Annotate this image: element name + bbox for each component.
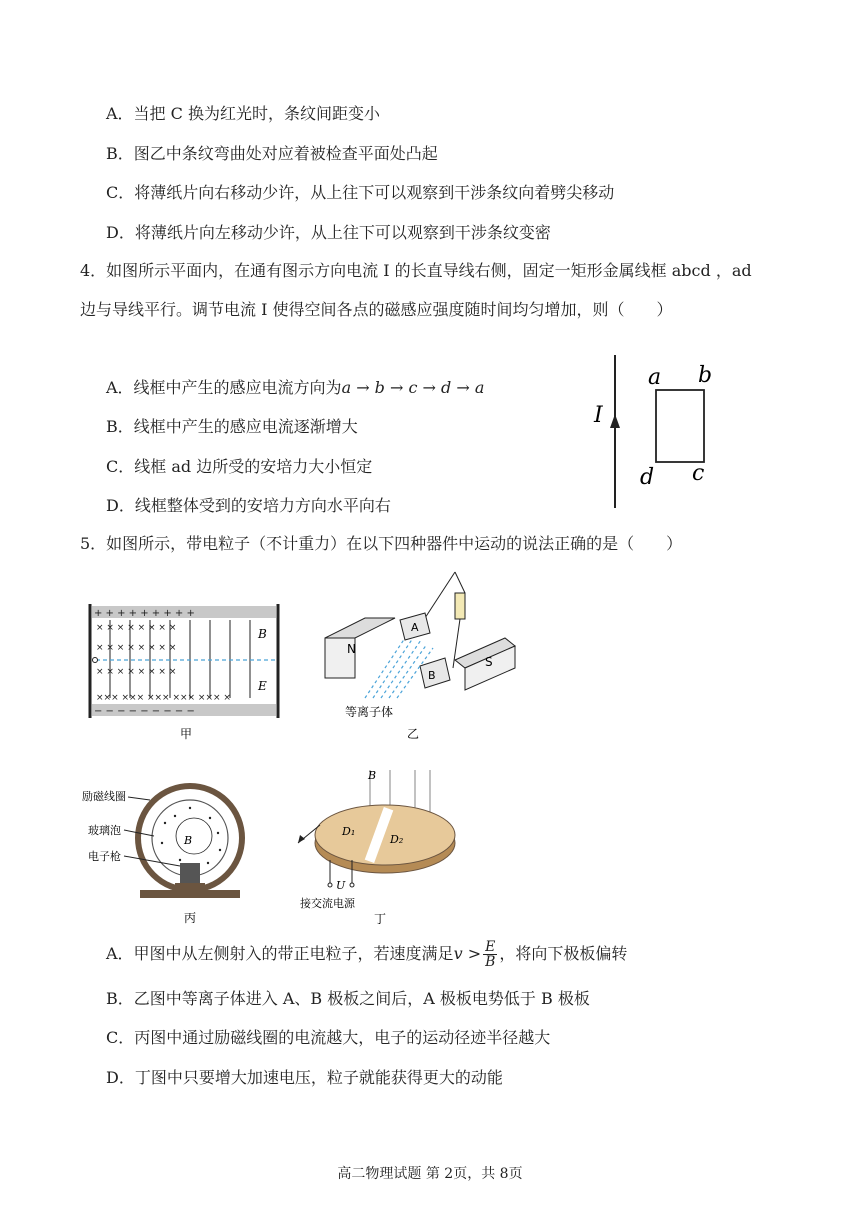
bulb-label: 玻璃泡 [88,824,121,837]
fig-ding [290,765,490,925]
bing-B-label: B [184,834,193,847]
q4-option-c: C．线框 ad 边所受的安培力大小恒定 [106,457,373,476]
fraction-denominator: B [485,954,496,970]
page-footer: 高二物理试题 第 2页，共 8页 [337,1166,523,1182]
q5-option-a-suffix: ，将向下极板偏转 [499,944,628,963]
q4-stem-line2: 边与导线平行。调节电流 I 使得空间各点的磁感应强度随时间均匀增加，则（ ） [80,300,673,319]
jia-B-label: B [258,627,267,641]
magnet-n [325,618,395,638]
current-arrow-icon [610,414,620,428]
vertex-c-label: c [692,461,705,486]
q5-option-a-prefix: A．甲图中从左侧射入的带正电粒子，若速度满足 [106,944,454,963]
yi-B-label: B [428,669,436,682]
q5-stem: 5．如图所示，带电粒子（不计重力）在以下四种器件中运动的说法正确的是（ ） [80,534,683,553]
ac-source-label: 接交流电源 [300,897,355,910]
base [140,890,240,898]
q5-option-d: D．丁图中只要增大加速电压，粒子就能获得更大的动能 [106,1068,503,1087]
particle-icon [93,658,98,663]
gun-label: 电子枪 [88,850,121,863]
q5-option-a [106,940,627,969]
vertex-b-label: b [698,363,713,388]
vertex-d-label: d [640,465,655,490]
fig-bing [80,778,260,928]
bing-caption: 丙 [184,911,197,925]
ding-U-label: U [336,879,346,892]
ding-D2-label: D₂ [390,833,404,846]
svg-text:− − − − − − − − −: − − − − − − − − − [94,706,195,717]
jia-E-label: E [258,679,267,693]
svg-text:××× ××× ××× ××× ××× ×: ××× ××× ××× ××× ××× × [96,693,231,703]
q4-option-a-text: A．线框中产生的感应电流方向为 [106,378,342,397]
fig-jia [82,598,292,743]
jia-caption: 甲 [180,727,193,741]
q5-option-a-fraction [483,940,497,969]
yi-A-label: A [411,621,419,634]
yi-plasma-label: 等离子体 [345,705,394,719]
fig-yi [315,568,530,743]
yi-N-label: N [347,642,356,656]
q5-option-a-v: v > [453,944,482,963]
q4-stem-line1: 4．如图所示平面内，在通有图示方向电流 I 的长直导线右侧，固定一矩形金属线框 abcd ，ad [80,261,752,280]
resistor-icon [455,593,465,619]
exit-arrow-icon [298,835,305,843]
ding-caption: 丁 [374,912,387,925]
q4-option-a-path: a → b → c → d → a [341,378,485,397]
yi-caption: 乙 [407,727,420,741]
svg-text:× × × × × × × ×: × × × × × × × × [96,623,177,633]
q3-option-c: C．将薄纸片向右移动少许，从上往下可以观察到干涉条纹向着劈尖移动 [106,183,615,202]
yi-S-label: S [485,655,493,669]
current-label: I [594,403,603,428]
q4-figure [580,350,730,515]
svg-text:× × × × × × × ×: × × × × × × × × [96,643,177,653]
electron-gun-icon [180,863,200,883]
svg-text:+ + + + + + + + +: + + + + + + + + + [94,608,195,619]
q4-option-b: B．线框中产生的感应电流逐渐增大 [106,417,358,436]
vertex-a-label: a [648,365,662,390]
coil-label: 励磁线圈 [82,790,126,803]
svg-text:× × × × × × × ×: × × × × × × × × [96,667,177,677]
q3-option-a: A．当把 C 换为红光时，条纹间距变小 [106,104,380,123]
fraction-numerator: E [483,940,497,955]
loop-frame [656,390,704,462]
q4-option-a [106,378,484,398]
q3-option-d: D．将薄纸片向左移动少许，从上往下可以观察到干涉条纹变密 [106,223,551,242]
q5-option-b: B．乙图中等离子体进入 A、B 极板之间后，A 极板电势低于 B 极板 [106,989,590,1008]
ding-B-label: B [368,769,377,782]
q3-option-b: B．图乙中条纹弯曲处对应着被检查平面处凸起 [106,144,438,163]
q4-option-d: D．线框整体受到的安培力方向水平向右 [106,496,391,515]
q5-option-c: C．丙图中通过励磁线圈的电流越大，电子的运动径迹半径越大 [106,1028,551,1047]
ding-D1-label: D₁ [342,825,356,838]
